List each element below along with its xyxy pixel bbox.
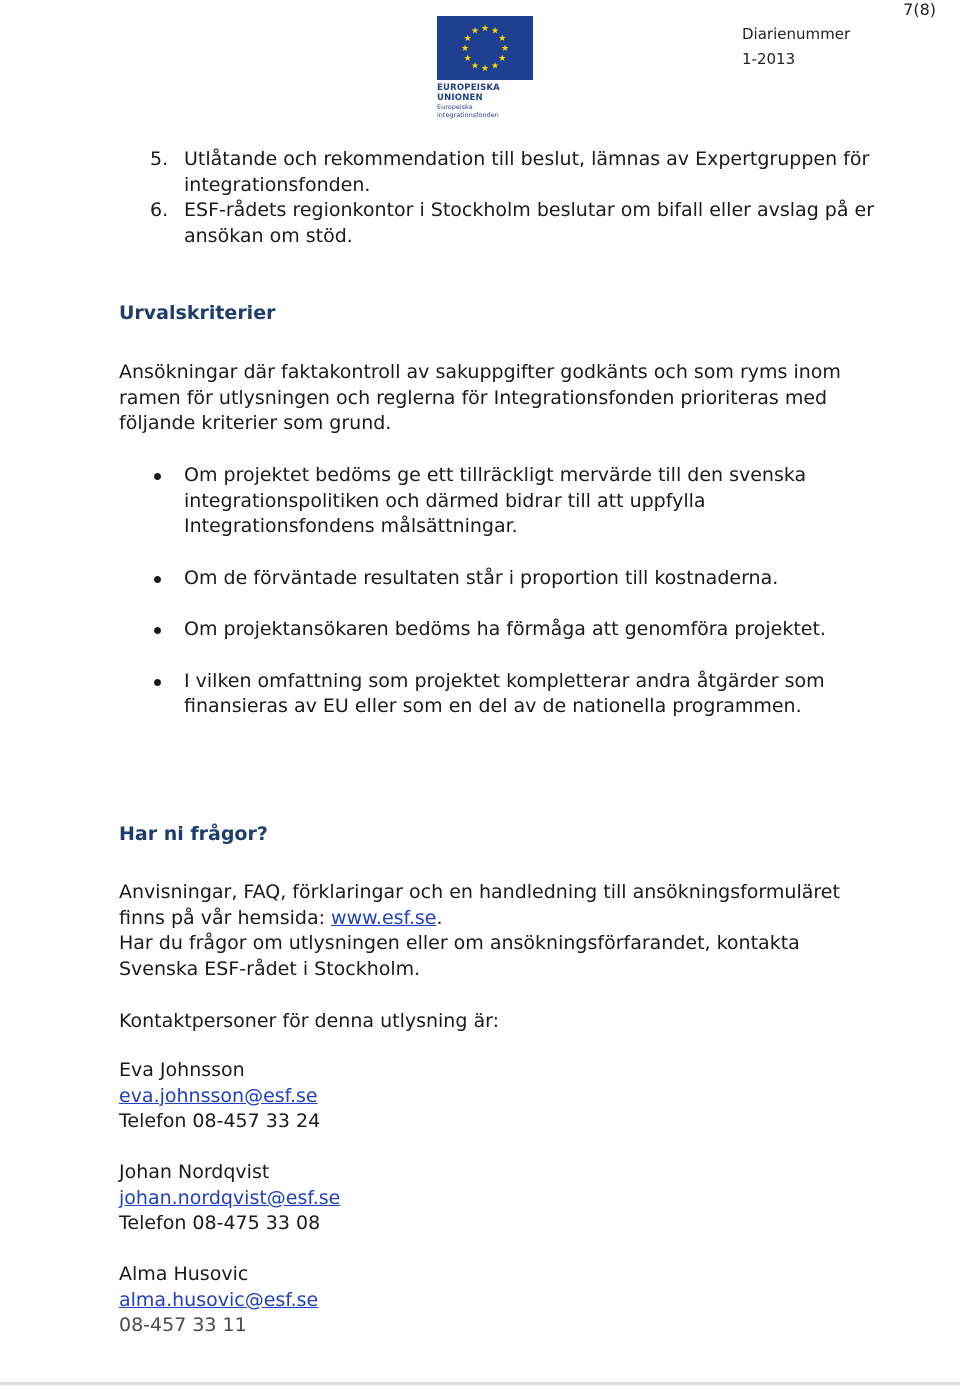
contact-email-link[interactable]: eva.johnsson@esf.se xyxy=(119,1084,318,1107)
questions-block xyxy=(119,880,879,1034)
step-text: ESF-rådets regionkontor i Stockholm beslutar om bifall eller avslag på er ansökan om stöd. xyxy=(184,199,875,248)
bullet-icon xyxy=(154,679,161,686)
eu-stars xyxy=(437,16,533,80)
page-bottom-divider xyxy=(0,1382,960,1385)
criteria-text: Om projektansökaren bedöms ha förmåga att genomföra projektet. xyxy=(184,618,826,641)
eu-star-icon: ★ xyxy=(480,24,490,34)
contact-card xyxy=(119,1160,519,1237)
criteria-item xyxy=(150,669,870,720)
contact-email-link[interactable]: johan.nordqvist@esf.se xyxy=(119,1186,341,1209)
eu-star-icon: ★ xyxy=(463,34,472,44)
eu-star-icon: ★ xyxy=(498,54,507,64)
urval-intro: Ansökningar där faktakontroll av sakuppgifter godkänts och som ryms inom ramen för utlysningen och reglerna för Integrationsfonden prioriteras med följande kriterier som grund. xyxy=(119,361,841,435)
eu-star-icon: ★ xyxy=(460,44,470,54)
contact-phone: 08-457 33 11 xyxy=(119,1314,247,1337)
eu-flag-icon xyxy=(437,16,533,80)
contact-card xyxy=(119,1058,519,1135)
bullet-icon xyxy=(154,473,161,480)
eu-star-icon: ★ xyxy=(463,54,472,64)
criteria-text: Om de förväntade resultaten står i proportion till kostnaderna. xyxy=(184,566,779,589)
website-link[interactable]: www.esf.se xyxy=(331,906,437,929)
diarie-label: Diarienummer xyxy=(742,25,851,43)
eu-star-icon: ★ xyxy=(500,44,510,54)
urval-heading: Urvalskriterier xyxy=(119,302,276,324)
questions-paragraph-2: Har du frågor om utlysningen eller om ansökningsförfarandet, kontakta Svenska ESF-rådet i Stockholm. xyxy=(119,932,800,981)
criteria-item xyxy=(150,463,870,540)
contact-name: Eva Johnsson xyxy=(119,1059,245,1081)
contact-card xyxy=(119,1262,519,1339)
contact-phone: Telefon 08-475 33 08 xyxy=(119,1212,321,1235)
page-number: 7(8) xyxy=(903,0,936,19)
logo-text-fund: Europeiska integrationsfonden xyxy=(437,103,499,119)
criteria-item xyxy=(150,566,870,592)
bullet-icon xyxy=(154,576,161,583)
step-number: 5. xyxy=(150,148,169,170)
eu-star-icon: ★ xyxy=(498,34,507,44)
questions-heading: Har ni frågor? xyxy=(119,823,268,845)
contact-phone: Telefon 08-457 33 24 xyxy=(119,1110,321,1133)
criteria-list xyxy=(150,463,870,746)
step-text: Utlåtande och rekommendation till beslut, lämnas av Expertgruppen för integrationsfonden. xyxy=(184,148,870,196)
eu-star-icon: ★ xyxy=(480,64,490,74)
eu-logo xyxy=(437,16,533,119)
step-item xyxy=(150,147,890,198)
contact-name: Johan Nordqvist xyxy=(119,1161,270,1183)
contacts-intro: Kontaktpersoner för denna utlysning är: xyxy=(119,1009,499,1032)
contact-email-link[interactable]: alma.husovic@esf.se xyxy=(119,1288,319,1311)
questions-text: Anvisningar, FAQ, förklaringar och en handledning till ansökningsformuläret finns på vår hemsida: xyxy=(119,881,840,929)
eu-star-icon: ★ xyxy=(470,61,480,72)
eu-star-icon: ★ xyxy=(490,61,500,72)
step-item xyxy=(150,198,890,249)
numbered-steps xyxy=(150,147,890,250)
contact-name: Alma Husovic xyxy=(119,1263,249,1285)
criteria-text: Om projektet bedöms ge ett tillräckligt mervärde till den svenska integrationspolitiken och därmed bidrar till att uppfylla Integrationsfondens målsättningar. xyxy=(184,464,807,538)
criteria-text: I vilken omfattning som projektet kompletterar andra åtgärder som finansieras av EU eller som en del av de nationella programmen. xyxy=(184,669,825,718)
bullet-icon xyxy=(154,627,161,634)
questions-text-end: . xyxy=(436,906,443,929)
questions-paragraph-1 xyxy=(119,880,879,931)
eu-star-icon: ★ xyxy=(490,26,500,37)
eu-star-icon: ★ xyxy=(470,26,480,37)
step-number: 6. xyxy=(150,199,169,222)
logo-text-union: EUROPEISKA UNIONEN xyxy=(437,83,500,103)
diarie-value: 1-2013 xyxy=(742,50,796,68)
criteria-item xyxy=(150,617,870,643)
diarie-block xyxy=(742,22,850,72)
